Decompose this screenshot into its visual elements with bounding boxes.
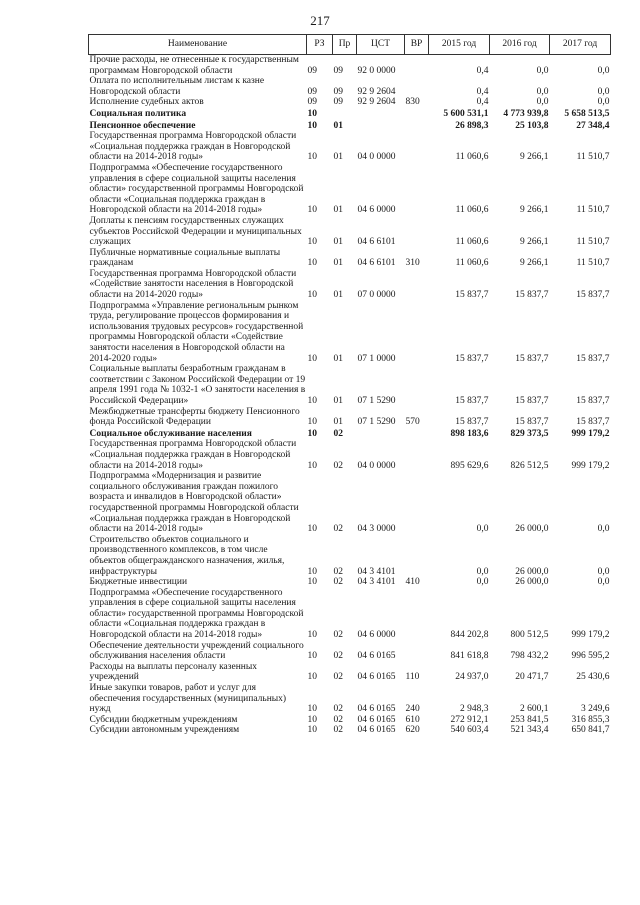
row-rz: 10	[307, 152, 317, 163]
row-cst: 04 0 0000	[357, 460, 396, 471]
row-2017: 11 510,7	[576, 258, 610, 269]
row-2015: 15 837,7	[455, 353, 489, 364]
row-cst: 04 6 0165	[357, 651, 396, 662]
row-2016: 521 343,4	[510, 725, 549, 736]
row-pr: 02	[333, 672, 343, 683]
table-row	[89, 120, 611, 132]
row-2015: 0,4	[476, 65, 489, 76]
row-pr: 02	[333, 714, 343, 725]
row-pr: 01	[333, 152, 343, 163]
row-vr	[405, 641, 429, 662]
row-2015: 0,0	[476, 524, 489, 535]
row-name: Субсидии бюджетным учреждениям	[89, 714, 238, 725]
row-2015: 844 202,8	[450, 630, 489, 641]
table-row	[89, 683, 611, 715]
row-2017: 0,0	[597, 65, 610, 76]
row-rz: 10	[307, 725, 317, 736]
row-2016: 26 000,0	[515, 577, 549, 588]
row-2017: 0,0	[597, 566, 610, 577]
table-row	[89, 715, 611, 726]
row-name: Исполнение судебных актов	[89, 97, 204, 108]
row-cst: 04 6 0165	[357, 725, 396, 736]
header-2017: 2017 год	[550, 35, 611, 55]
row-pr: 09	[333, 86, 343, 97]
row-2015: 0,0	[476, 566, 489, 577]
row-pr: 02	[333, 524, 343, 535]
row-name: Подпрограмма «Обеспечение государственного управления в сфере социальной защиты населения области» государственной программы Новгородской области «Социальная поддержка граждан в Новгородской области на 2014-2018 годы»	[89, 162, 304, 216]
row-name: Прочие расходы, не отнесенные к государственным программам Новгородской области	[89, 55, 299, 76]
row-pr: 02	[333, 577, 343, 588]
header-2016: 2016 год	[490, 35, 550, 55]
table-row	[89, 216, 611, 248]
row-2017: 999 179,2	[571, 428, 610, 439]
row-cst: 04 6 0165	[357, 714, 396, 725]
table-row	[89, 428, 611, 440]
row-vr	[405, 364, 429, 406]
row-2016: 826 512,5	[510, 460, 549, 471]
row-2016: 9 266,1	[520, 205, 549, 216]
row-2017: 3 249,6	[581, 704, 610, 715]
row-2015: 11 060,6	[455, 205, 489, 216]
row-2015: 0,4	[476, 86, 489, 97]
row-cst: 04 6 6101	[357, 258, 396, 269]
row-name: Пенсионное обеспечение	[89, 120, 196, 131]
row-rz: 10	[307, 566, 317, 577]
row-cst: 92 9 2604	[357, 86, 396, 97]
row-name: Субсидии автономным учреждениям	[89, 725, 240, 736]
row-2015: 15 837,7	[455, 396, 489, 406]
row-2017: 999 179,2	[571, 460, 610, 471]
row-2017: 11 510,7	[576, 237, 610, 248]
page-number: 217	[310, 13, 330, 28]
table-row	[89, 725, 611, 736]
row-2016: 800 512,5	[510, 630, 549, 641]
row-2016: 15 837,7	[515, 396, 549, 406]
row-2015: 0,0	[476, 577, 489, 588]
row-2016: 15 837,7	[515, 417, 549, 428]
row-cst: 07 1 5290	[357, 396, 396, 406]
row-rz: 09	[307, 97, 317, 108]
row-name: Государственная программа Новгородской области «Социальная поддержка граждан в Новгородской области на 2014-2018 годы»	[89, 439, 297, 471]
row-2016: 26 000,0	[515, 524, 549, 535]
row-cst: 04 6 0000	[357, 630, 396, 641]
row-pr: 02	[333, 630, 343, 641]
row-rz: 10	[307, 290, 317, 301]
table-row	[89, 55, 611, 77]
header-row	[89, 35, 611, 55]
row-pr: 01	[333, 237, 343, 248]
row-2017: 0,0	[597, 97, 610, 108]
row-2016: 253 841,5	[510, 714, 549, 725]
row-vr	[405, 120, 429, 132]
table-row	[89, 97, 611, 108]
row-2015: 11 060,6	[455, 258, 489, 269]
row-2016: 15 837,7	[515, 353, 549, 364]
row-rz: 10	[307, 714, 317, 725]
table-row	[89, 407, 611, 428]
row-2017: 11 510,7	[576, 205, 610, 216]
row-rz: 10	[307, 672, 317, 683]
row-2017: 25 430,6	[576, 672, 610, 683]
row-vr	[405, 439, 429, 471]
row-cst	[357, 120, 405, 132]
header-cst: ЦСТ	[357, 35, 405, 55]
row-name: Социальные выплаты безработным гражданам в соответствии с Законом Российской Федерации от 19 апреля 1991 года № 1032-1 «О занятости населения в Российской Федерации»	[89, 364, 306, 406]
row-cst: 07 0 0000	[357, 290, 396, 301]
row-cst: 04 6 0000	[357, 205, 396, 216]
row-name: Государственная программа Новгородской области «Социальная поддержка граждан в Новгородской области на 2014-2018 годы»	[89, 131, 297, 163]
row-pr: 01	[333, 290, 343, 301]
row-2017: 27 348,4	[576, 120, 610, 131]
row-vr: 310	[405, 258, 420, 269]
table-row	[89, 662, 611, 683]
row-2017: 11 510,7	[576, 152, 610, 163]
table-row	[89, 248, 611, 269]
table-row	[89, 76, 611, 97]
row-rz: 10	[307, 237, 317, 248]
row-2017: 996 595,2	[571, 651, 610, 662]
row-2015: 26 898,3	[455, 120, 489, 131]
row-name: Оплата по исполнительным листам к казне Новгородской области	[89, 76, 265, 97]
table-row	[89, 269, 611, 301]
row-2017: 316 855,3	[571, 714, 610, 725]
row-cst: 04 6 0165	[357, 704, 396, 715]
row-name: Строительство объектов социального и производственного комплексов, в том числе объектов общегражданского назначения, жилья, инфраструктуры	[89, 534, 285, 577]
row-2015: 540 603,4	[450, 725, 489, 736]
row-rz: 10	[307, 651, 317, 662]
row-vr: 570	[405, 417, 420, 428]
table-row	[89, 535, 611, 577]
table-row	[89, 364, 611, 406]
row-vr: 620	[405, 725, 420, 736]
row-vr: 110	[405, 672, 420, 683]
row-2017: 650 841,7	[571, 725, 610, 736]
row-rz: 10	[307, 108, 317, 119]
row-pr: 02	[333, 651, 343, 662]
budget-table	[88, 34, 611, 736]
row-2016: 798 432,2	[510, 651, 549, 662]
row-rz: 10	[307, 417, 317, 428]
row-rz: 10	[307, 577, 317, 588]
row-2017: 15 837,7	[576, 353, 610, 364]
row-pr: 09	[333, 65, 343, 76]
row-name: Доплаты к пенсиям государственных служащих субъектов Российской Федерации и муниципальных служащих	[89, 215, 302, 248]
row-2015: 898 183,6	[450, 428, 489, 439]
row-cst: 04 0 0000	[357, 152, 396, 163]
row-2015: 895 629,6	[450, 460, 489, 471]
row-2015: 15 837,7	[455, 417, 489, 428]
row-pr	[333, 108, 357, 120]
row-name: Обеспечение деятельности учреждений социального обслуживания населения области	[89, 640, 304, 662]
row-rz: 10	[307, 353, 317, 364]
row-2017: 0,0	[597, 524, 610, 535]
table-row	[89, 108, 611, 120]
row-name: Публичные нормативные социальные выплаты гражданам	[89, 247, 281, 269]
row-vr: 240	[405, 704, 420, 715]
row-cst: 92 9 2604	[357, 97, 396, 108]
row-pr: 01	[333, 205, 343, 216]
row-cst	[357, 108, 405, 120]
row-name: Социальное обслуживание населения	[89, 428, 252, 439]
row-2016: 0,0	[536, 86, 549, 97]
row-cst: 04 3 4101	[357, 577, 396, 588]
table-row	[89, 641, 611, 662]
row-vr	[405, 269, 429, 301]
row-2016: 2 600,1	[520, 704, 549, 715]
row-2017: 15 837,7	[576, 417, 610, 428]
table-body	[89, 55, 611, 737]
row-vr	[405, 108, 429, 120]
row-2015: 11 060,6	[455, 237, 489, 248]
row-2016: 829 373,5	[510, 428, 549, 439]
row-2017: 0,0	[597, 86, 610, 97]
row-rz: 10	[307, 120, 317, 131]
table-row	[89, 588, 611, 641]
row-2017: 0,0	[597, 577, 610, 588]
row-2016: 4 773 939,8	[503, 108, 549, 119]
table-row	[89, 163, 611, 216]
row-vr: 610	[405, 714, 420, 725]
row-cst: 04 3 4101	[357, 566, 396, 577]
row-pr: 01	[333, 353, 343, 364]
row-cst: 04 6 6101	[357, 237, 396, 248]
row-pr: 02	[333, 428, 343, 439]
row-2017: 15 837,7	[576, 396, 610, 406]
row-name: Бюджетные инвестиции	[89, 577, 188, 588]
row-vr: 410	[405, 577, 420, 588]
row-2017: 15 837,7	[576, 290, 610, 301]
row-2016: 9 266,1	[520, 152, 549, 163]
row-2015: 11 060,6	[455, 152, 489, 163]
row-2016: 25 103,8	[515, 120, 549, 131]
row-pr: 09	[333, 97, 343, 108]
row-rz: 09	[307, 65, 317, 76]
table-row	[89, 471, 611, 535]
header-2015: 2015 год	[429, 35, 490, 55]
row-rz: 10	[307, 258, 317, 269]
row-2015: 841 618,8	[450, 651, 489, 662]
row-2016: 9 266,1	[520, 258, 549, 269]
row-2015: 24 937,0	[455, 672, 489, 683]
row-rz: 09	[307, 86, 317, 97]
row-rz: 10	[307, 428, 317, 439]
row-2015: 5 600 531,1	[443, 108, 489, 119]
row-pr: 02	[333, 566, 343, 577]
row-rz: 10	[307, 704, 317, 715]
row-name: Подпрограмма «Обеспечение государственного управления в сфере социальной защиты населения области» государственной программы Новгородской области «Социальная поддержка граждан в Новгородской области на 2014-2018 годы»	[89, 587, 304, 641]
row-rz: 10	[307, 630, 317, 641]
row-2017: 5 658 513,5	[564, 108, 610, 119]
row-pr: 02	[333, 704, 343, 715]
header-vr: ВР	[405, 35, 429, 55]
row-vr	[405, 55, 429, 77]
row-pr: 02	[333, 725, 343, 736]
row-vr	[405, 131, 429, 163]
row-cst	[357, 428, 405, 440]
row-pr: 01	[333, 417, 343, 428]
row-2016: 15 837,7	[515, 290, 549, 301]
table-row	[89, 131, 611, 163]
row-2016: 26 000,0	[515, 566, 549, 577]
row-vr	[405, 428, 429, 440]
row-cst: 04 3 0000	[357, 524, 396, 535]
row-cst: 07 1 0000	[357, 353, 396, 364]
row-pr: 01	[333, 396, 343, 406]
row-vr	[405, 471, 429, 535]
row-vr	[405, 535, 429, 577]
header-pr: Пр	[333, 35, 357, 55]
row-2016: 0,0	[536, 65, 549, 76]
row-vr	[405, 301, 429, 365]
row-2015: 0,4	[476, 97, 489, 108]
table-row	[89, 301, 611, 365]
row-2015: 2 948,3	[460, 704, 489, 715]
row-2016: 20 471,7	[515, 672, 549, 683]
row-vr	[405, 216, 429, 248]
row-cst: 07 1 5290	[357, 417, 396, 428]
row-pr: 01	[333, 120, 343, 131]
row-name: Социальная политика	[89, 108, 187, 119]
row-vr	[405, 76, 429, 97]
row-vr	[405, 163, 429, 216]
row-rz: 10	[307, 205, 317, 216]
row-2016: 0,0	[536, 97, 549, 108]
row-name: Межбюджетные трансферты бюджету Пенсионного фонда Российской Федерации	[89, 406, 300, 428]
header-name: Наименование	[89, 35, 307, 55]
row-pr: 01	[333, 258, 343, 269]
row-rz: 10	[307, 396, 317, 406]
row-name: Иные закупки товаров, работ и услуг для обеспечения государственных (муниципальных) нужд	[89, 683, 287, 715]
header-rz: РЗ	[307, 35, 333, 55]
row-vr: 830	[405, 97, 420, 108]
row-name: Подпрограмма «Управление региональным рынком труда, регулирование процессов формирования и использования трудовых ресурсов» государственной программы Новгородской области «Содействие занятости населения в Новгородской области на 2014-2020 годы»	[89, 300, 304, 364]
table-row	[89, 439, 611, 471]
row-cst: 04 6 0165	[357, 672, 396, 683]
row-name: Государственная программа Новгородской области «Содействие занятости населения в Новгородской области на 2014-2020 годы»	[89, 268, 297, 301]
table-row	[89, 577, 611, 588]
row-name: Расходы на выплаты персоналу казенных учреждений	[89, 661, 258, 683]
row-cst: 92 0 0000	[357, 65, 396, 76]
row-rz: 10	[307, 460, 317, 471]
row-rz: 10	[307, 524, 317, 535]
row-2015: 272 912,1	[450, 714, 489, 725]
row-vr	[405, 588, 429, 641]
row-name: Подпрограмма «Модернизация и развитие социального обслуживания граждан пожилого возраста и инвалидов в Новгородской области» государственной программы Новгородской области «Социальная поддержка граждан в Новгородской области на 2014-2018 годы»	[89, 471, 299, 535]
row-2016: 9 266,1	[520, 237, 549, 248]
row-2015: 15 837,7	[455, 290, 489, 301]
row-pr: 02	[333, 460, 343, 471]
row-2017: 999 179,2	[571, 630, 610, 641]
